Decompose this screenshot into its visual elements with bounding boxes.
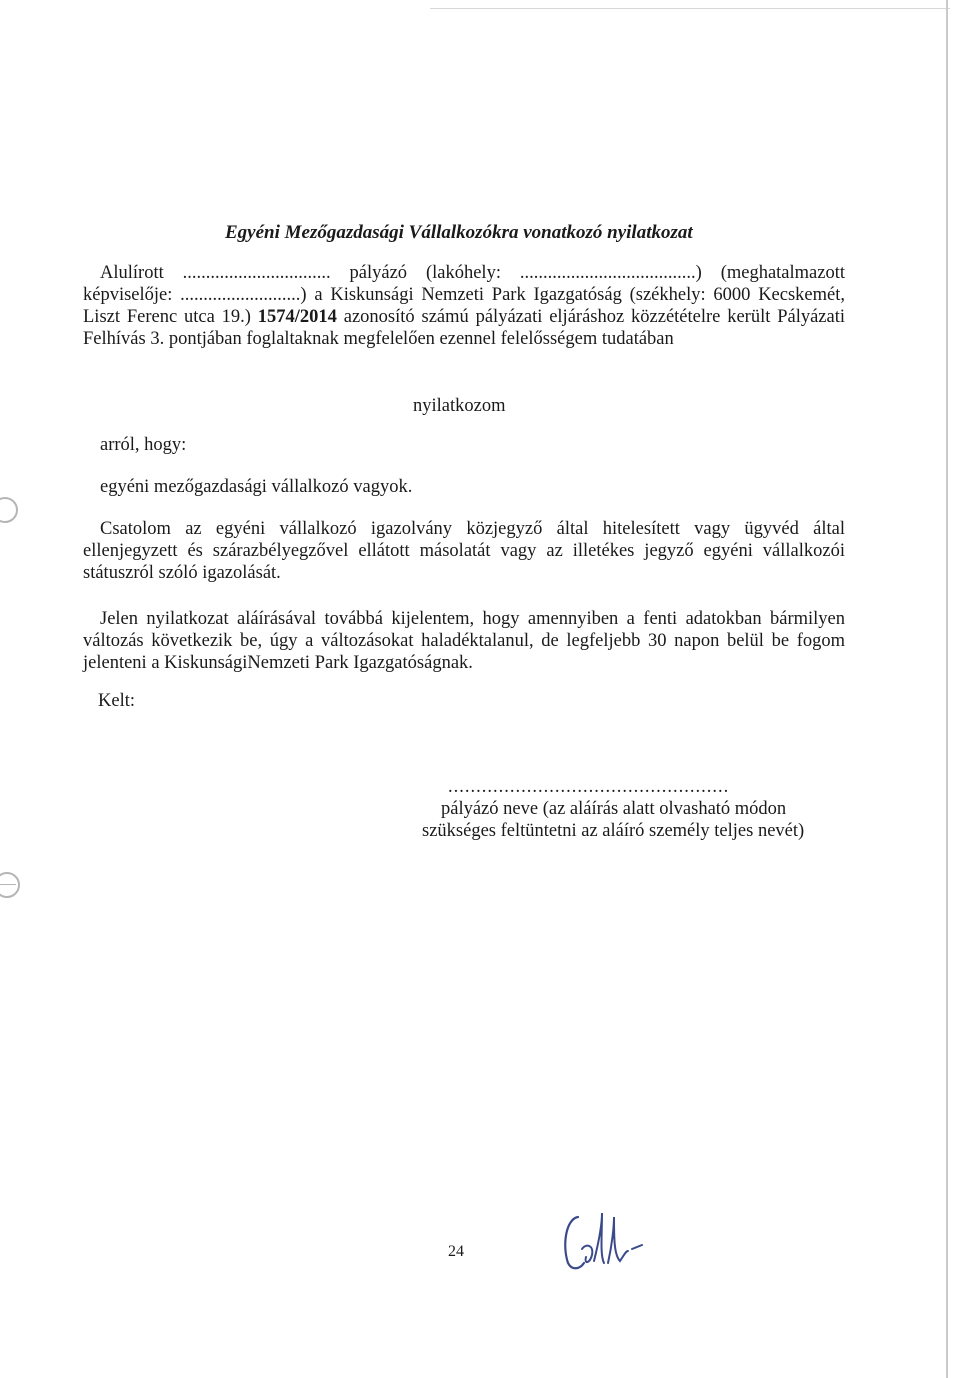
declarant-text: Alulírott ................................ pályázó (lakóhely: ......................................) (meghatalmazott képviselője: ..........................) a Kiskunsági Nemzeti Park Igazgatóság (székhely: 6000 Kecskemét, Liszt Ferenc utca 19.) bbox=[83, 263, 845, 327]
page-number: 24 bbox=[448, 1243, 464, 1260]
scan-edge-top bbox=[430, 8, 950, 9]
scan-edge-right bbox=[946, 0, 948, 1378]
signature-caption-line2: szükséges feltüntetni az aláíró személy teljes nevét) bbox=[422, 821, 805, 841]
change-notice-paragraph bbox=[83, 608, 845, 674]
attachment-text: Csatolom az egyéni vállalkozó igazolvány közjegyző által hitelesített vagy ügyvéd által ellenjegyzett és szárazbélyegzővel ellátott másolatát vagy az illetékes jegyző egyéni vállalkozói státuszról szóló igazolását. bbox=[83, 519, 845, 583]
change-notice-text: Jelen nyilatkozat aláírásával továbbá kijelentem, hogy amennyiben a fenti adatokban bármilyen változás következik be, úgy a változásokat haladéktalanul, de legfeljebb 30 napon belül be fogom jelenteni a KiskunságiNemzeti Park Igazgatóságnak. bbox=[83, 609, 845, 673]
document-title: Egyéni Mezőgazdasági Vállalkozókra vonatkozó nyilatkozat bbox=[225, 222, 693, 243]
date-label: Kelt: bbox=[98, 691, 135, 711]
attachment-paragraph bbox=[83, 518, 845, 584]
procedure-id: 1574/2014 bbox=[257, 307, 337, 327]
signature-caption-line1: pályázó neve (az aláírás alatt olvasható módon bbox=[441, 799, 787, 819]
about-label: arról, hogy: bbox=[100, 435, 187, 455]
declarant-text-end: azonosító számú pályázati eljáráshoz közzétételre került Pályázati Felhívás 3. pontjában foglaltaknak megfelelően ezennel felelősségem tudatában bbox=[83, 307, 846, 349]
punch-hole-upper bbox=[0, 497, 18, 523]
declare-heading: nyilatkozom bbox=[413, 396, 506, 416]
declaration-statement: egyéni mezőgazdasági vállalkozó vagyok. bbox=[100, 477, 413, 497]
handwritten-signature bbox=[556, 1205, 656, 1277]
declarant-paragraph bbox=[83, 262, 845, 350]
signature-line: .................................................. bbox=[448, 777, 730, 797]
punch-hole-lower bbox=[0, 872, 20, 898]
